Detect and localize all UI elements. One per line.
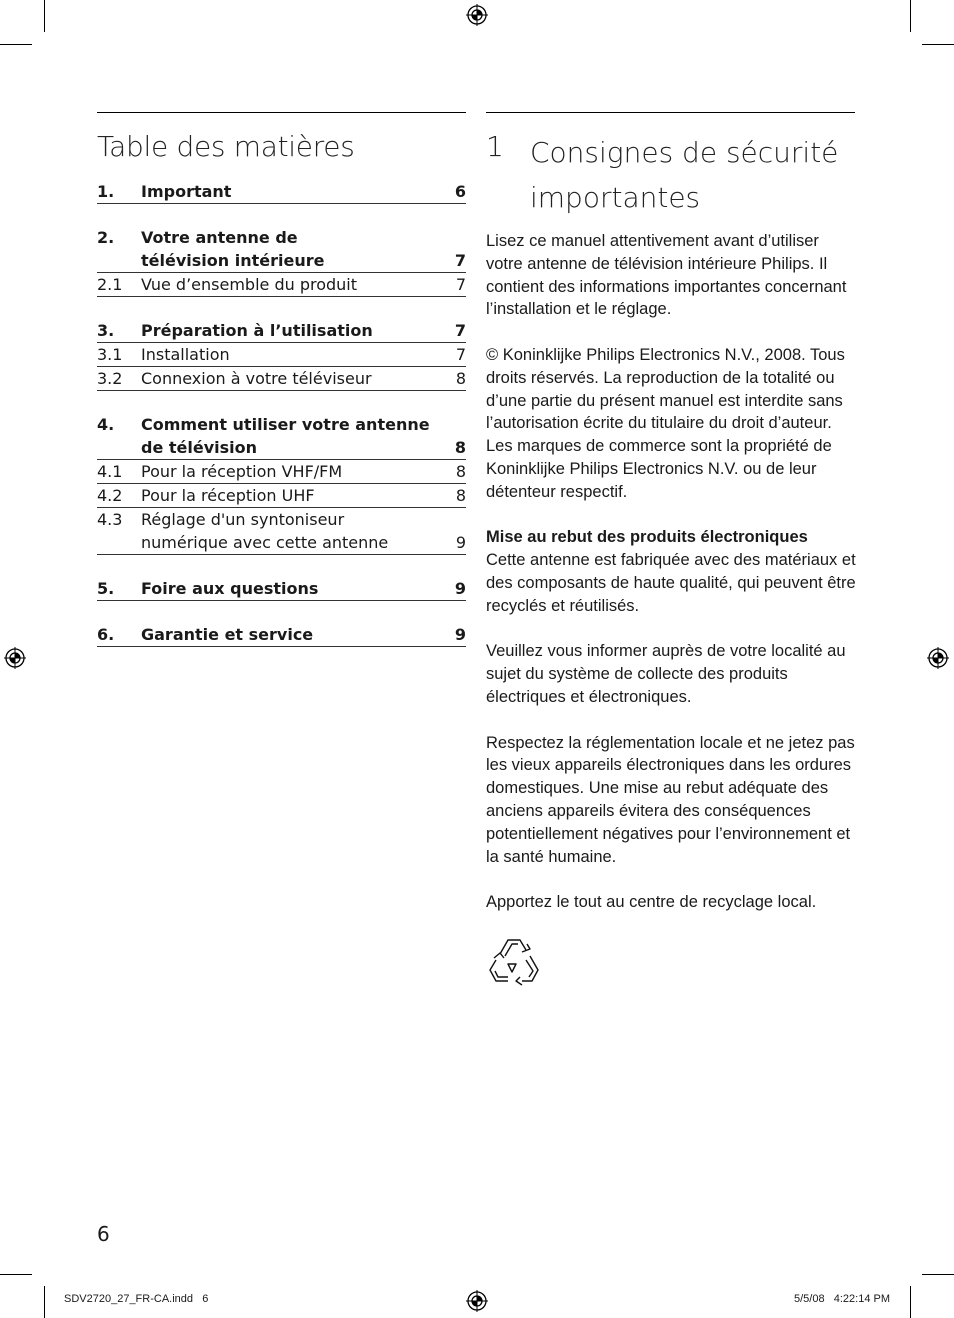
recycle-icon (486, 934, 542, 988)
section-number: 1 (486, 130, 504, 163)
crop-mark (0, 1274, 32, 1275)
toc-entry[interactable] (97, 367, 466, 391)
toc-entry[interactable] (97, 577, 466, 601)
toc-entry-number: 5. (97, 579, 115, 598)
toc-entry-text: Important (141, 182, 232, 201)
table-of-contents (97, 180, 466, 647)
toc-entry[interactable] (97, 484, 466, 508)
toc-entry[interactable] (97, 460, 466, 484)
crop-mark (0, 44, 32, 45)
paragraph: Respectez la réglementation locale et ne jetez pas les vieux appareils électroniques dans les ordures domestiques. Une mise au rebut adéquate des anciens appareils évitera des conséquences potentiellement négatives pour l’environnement et la santé humaine. (486, 733, 855, 866)
toc-entry-text: Pour la réception UHF (141, 486, 315, 505)
toc-entry-text: Pour la réception VHF/FM (141, 462, 343, 481)
toc-entry[interactable] (97, 226, 466, 273)
paragraph: Lisez ce manuel attentivement avant d’utiliser votre antenne de télévision intérieure Philips. Il contient des informations importantes concernant l’installation et le réglage. (486, 232, 847, 319)
registration-mark-icon (927, 647, 949, 669)
toc-entry-text: Réglage d'un syntoniseur numérique avec cette antenne (141, 510, 389, 552)
toc-entry-text: Préparation à l’utilisation (141, 321, 373, 340)
toc-entry-page: 8 (455, 486, 466, 505)
toc-entry-text: Garantie et service (141, 625, 314, 644)
crop-mark (922, 44, 954, 45)
toc-title: Table des matières (97, 130, 355, 163)
registration-mark-icon (466, 4, 488, 26)
toc-entry-page: 7 (454, 251, 466, 270)
toc-entry-page: 8 (454, 438, 466, 457)
toc-entry-text: Connexion à votre téléviseur (141, 369, 372, 388)
toc-entry-page: 7 (455, 345, 466, 364)
registration-mark-icon (4, 647, 26, 669)
toc-entry-number: 6. (97, 625, 115, 644)
toc-entry-page: 9 (455, 533, 466, 552)
toc-entry-number: 1. (97, 182, 115, 201)
slug-datetime: 5/5/08 4:22:14 PM (794, 1293, 891, 1305)
toc-entry-number: 4.1 (97, 462, 123, 481)
registration-mark-icon (466, 1290, 488, 1312)
toc-entry-page: 9 (454, 625, 466, 644)
toc-entry-number: 2. (97, 228, 115, 247)
toc-entry-page: 8 (455, 369, 466, 388)
toc-entry-text: Vue d’ensemble du produit (141, 275, 358, 294)
copyright-paragraph: © Koninklijke Philips Electronics N.V., 2008. Tous droits réservés. La reproduction de la totalité ou d’une partie du présent manuel est interdite sans l’autorisation écrite du titulaire du droit d’auteur. Les marques de commerce sont la propriété de Koninklijke Philips Electronics N.V. ou de leur détenteur respectif. (486, 345, 845, 501)
page-number: 6 (97, 1222, 110, 1246)
toc-entry-number: 3.2 (97, 369, 123, 388)
toc-entry-text: Foire aux questions (141, 579, 319, 598)
section-title: Consignes de sécurité importantes (530, 136, 839, 214)
toc-entry-number: 3. (97, 321, 115, 340)
toc-entry-page: 8 (455, 462, 466, 481)
crop-mark (922, 1274, 954, 1275)
section-body (486, 230, 858, 937)
toc-top-rule (97, 112, 466, 113)
disposal-paragraph (486, 526, 858, 617)
toc-entry-text: Comment utiliser votre antenne de télévision (141, 415, 430, 457)
crop-mark (44, 0, 45, 32)
toc-entry-page: 7 (454, 321, 466, 340)
toc-entry[interactable] (97, 508, 466, 555)
disposal-text: Cette antenne est fabriquée avec des matériaux et des composants de haute qualité, qui peuvent être recyclés et réutilisés. (486, 551, 856, 615)
toc-entry-number: 3.1 (97, 345, 123, 364)
toc-entry-number: 4. (97, 415, 115, 434)
toc-entry-page: 9 (454, 579, 466, 598)
toc-entry-number: 4.2 (97, 486, 123, 505)
toc-entry-text: Votre antenne de télévision intérieure (141, 228, 325, 270)
toc-entry-page: 6 (454, 182, 466, 201)
crop-mark (910, 1286, 911, 1318)
toc-entry-number: 4.3 (97, 510, 123, 529)
slug-filename: SDV2720_27_FR-CA.indd 6 (64, 1293, 209, 1305)
toc-entry[interactable] (97, 273, 466, 297)
paragraph: Veuillez vous informer auprès de votre localité au sujet du système de collecte des produits électriques et électroniques. (486, 642, 846, 706)
toc-entry-page: 7 (455, 275, 466, 294)
toc-entry[interactable] (97, 413, 466, 460)
toc-entry[interactable] (97, 319, 466, 343)
crop-mark (910, 0, 911, 32)
paragraph: Apportez le tout au centre de recyclage local. (486, 893, 817, 912)
toc-entry-text: Installation (141, 345, 230, 364)
toc-entry[interactable] (97, 180, 466, 204)
toc-entry-number: 2.1 (97, 275, 123, 294)
section-top-rule (486, 112, 855, 113)
disposal-heading: Mise au rebut des produits électroniques (486, 528, 808, 547)
toc-entry[interactable] (97, 343, 466, 367)
toc-entry[interactable] (97, 623, 466, 647)
crop-mark (44, 1286, 45, 1318)
